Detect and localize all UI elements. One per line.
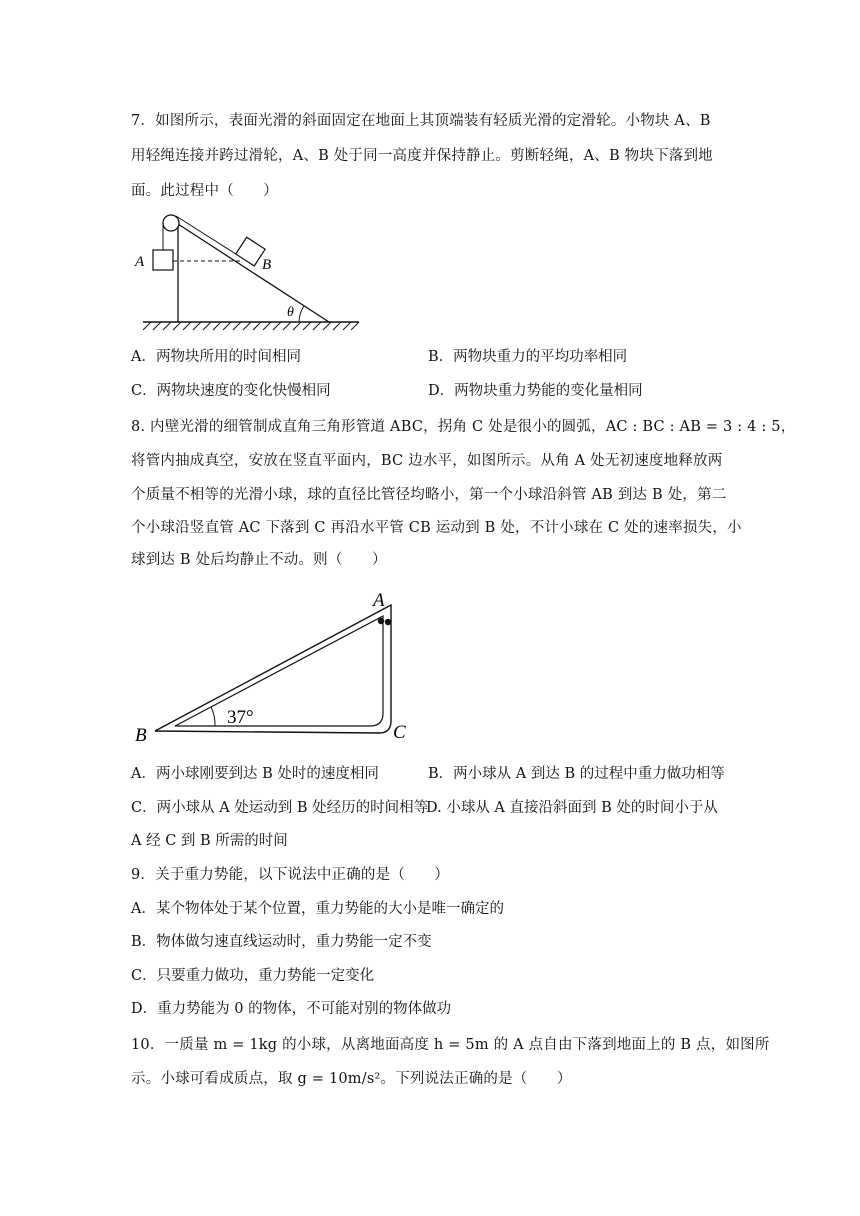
- q7-option-b: B．两物块重力的平均功率相同: [428, 349, 628, 365]
- q7-option-a: A．两物块所用的时间相同: [131, 349, 301, 365]
- block-a: [153, 250, 173, 270]
- q7-option-c: C．两物块速度的变化快慢相同: [131, 383, 331, 399]
- q8-option-d: D. 小球从 A 直接沿斜面到 B 处的时间小于从: [426, 800, 718, 816]
- label-b: B: [262, 257, 272, 273]
- q8-figure: [131, 585, 421, 745]
- q9-option-d: D．重力势能为 0 的物体，不可能对别的物体做功: [131, 1001, 452, 1017]
- q10-line-2: 示。小球可看成质点，取 g = 10m/s²。下列说法正确的是（ ）: [131, 1071, 572, 1087]
- q9-stem: 9．关于重力势能，以下说法中正确的是（ ）: [131, 867, 450, 883]
- q7-option-d: D．两物块重力势能的变化量相同: [428, 383, 643, 399]
- q7-line-1: 7．如图所示，表面光滑的斜面固定在地面上其顶端装有轻质光滑的定滑轮。小物块 A、B: [131, 113, 711, 129]
- label-c: C: [393, 722, 406, 743]
- q8-line-1: 8. 内壁光滑的细管制成直角三角形管道 ABC，拐角 C 处是很小的圆弧，AC : BC : AB = 3 : 4 : 5，: [131, 419, 796, 435]
- q9-option-b: B．物体做匀速直线运动时，重力势能一定不变: [131, 934, 432, 950]
- q8-option-a: A．两小球刚要到达 B 处时的速度相同: [131, 766, 379, 782]
- q8-option-c: C．两小球从 A 处运动到 B 处经历的时间相等: [131, 800, 429, 816]
- label-b: B: [135, 725, 147, 745]
- ball-2: [385, 619, 391, 625]
- label-theta: θ: [287, 305, 294, 320]
- q9-option-a: A．某个物体处于某个位置，重力势能的大小是唯一确定的: [131, 901, 504, 917]
- q8-option-d-cont: A 经 C 到 B 所需的时间: [131, 833, 288, 849]
- q8-line-3: 个质量不相等的光滑小球，球的直径比管径均略小，第一个小球沿斜管 AB 到达 B 处，第二: [131, 487, 727, 503]
- q7-figure: [131, 208, 363, 332]
- label-angle: 37°: [227, 707, 254, 728]
- q7-line-3: 面。此过程中（ ）: [131, 183, 278, 199]
- ball-1: [378, 618, 384, 624]
- q8-line-2: 将管内抽成真空，安放在竖直平面内，BC 边水平，如图所示。从角 A 处无初速度地释放两: [131, 453, 723, 469]
- q9-option-c: C．只要重力做功，重力势能一定变化: [131, 968, 375, 984]
- block-b: [236, 237, 265, 266]
- q10-line-1: 10．一质量 m = 1kg 的小球，从离地面高度 h = 5m 的 A 点自由下落到地面上的 B 点，如图所: [131, 1037, 770, 1053]
- q8-option-b: B．两小球从 A 到达 B 的过程中重力做功相等: [428, 766, 725, 782]
- q8-line-5: 球到达 B 处后均静止不动。则（ ）: [131, 552, 387, 568]
- q7-line-2: 用轻绳连接并跨过滑轮，A、B 处于同一高度并保持静止。剪断轻绳，A、B 物块下落到地: [131, 148, 713, 164]
- label-a: A: [373, 590, 385, 611]
- label-a: A: [135, 254, 145, 270]
- q8-line-4: 个小球沿竖直管 AC 下落到 C 再沿水平管 CB 运动到 B 处，不计小球在 C 处的速率损失，小: [131, 520, 742, 536]
